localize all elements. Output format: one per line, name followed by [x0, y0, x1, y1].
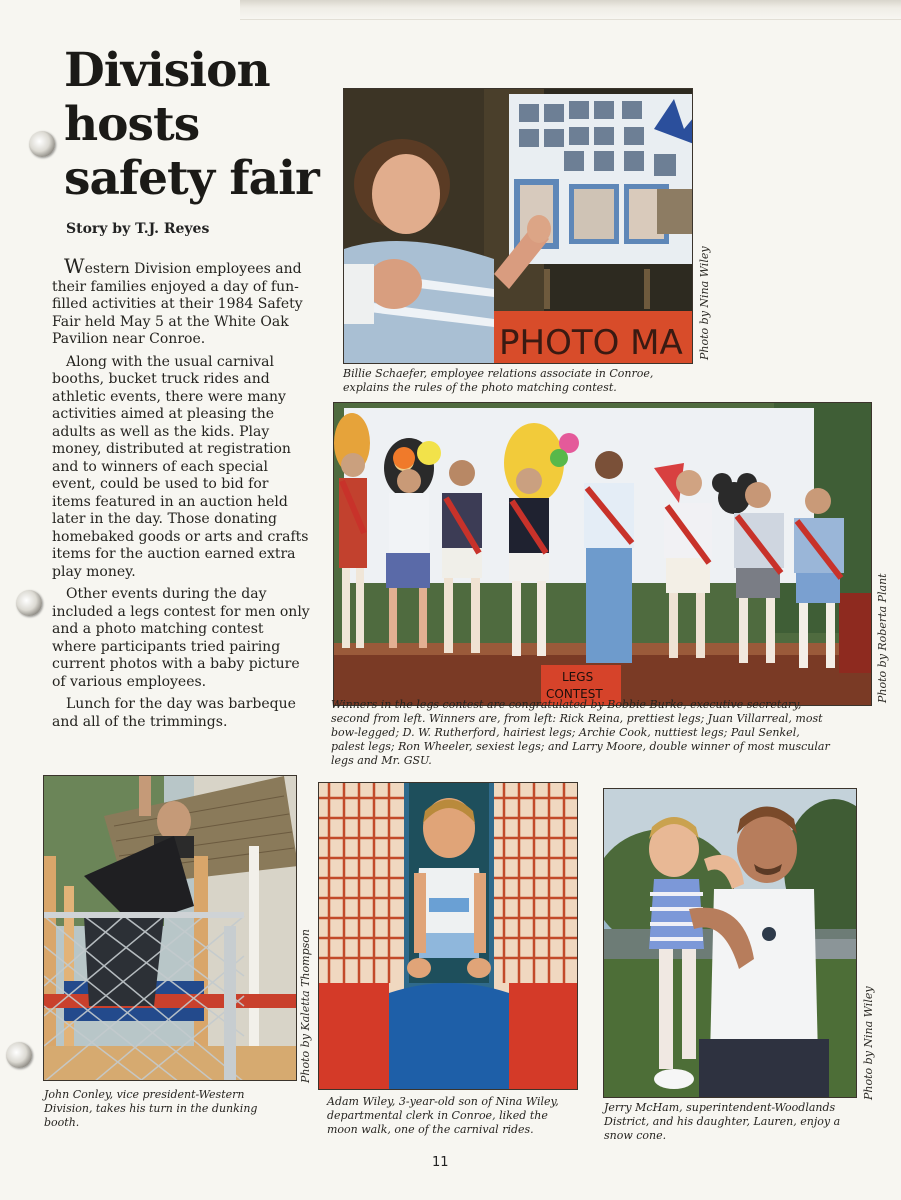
photo-legs-contest: [333, 402, 872, 706]
dunking-booth-caption: John Conley, vice president-Western Division, takes his turn in the dunking booth.: [44, 1088, 258, 1129]
byline: Story by T.J. Reyes: [66, 221, 210, 237]
moon-walk-caption: Adam Wiley, 3-year-old son of Nina Wiley, departmental clerk in Conroe, liked the moon walk, one of the carnival rides.: [327, 1095, 559, 1136]
headline-line-2: hosts: [64, 97, 200, 152]
paragraph-2: Along with the usual carnival booths, bucket truck rides and athletic events, there were many activities aimed at pleasing the adults as well as the kids. Play money, distributed at registration and to winners of each special event, could be used to bid for items featured in an auction held later in the day. Those donating homebaked goods or arts and crafts items for the auction earned extra play money.: [52, 353, 309, 580]
dunking-booth-credit: Photo by Kaletta Thompson: [299, 929, 312, 1083]
snow-cone-credit: Photo by Nina Wiley: [862, 986, 875, 1100]
binder-hole-middle: [16, 590, 42, 616]
drop-cap: W: [64, 254, 85, 278]
paragraph-3: Other events during the day included a legs contest for men only and a photo matching contest where participants tried pairing current photos with a baby picture of various employees.: [52, 586, 310, 690]
photo-dunking-booth: [43, 775, 297, 1081]
page-number: 11: [432, 1155, 449, 1170]
headline-line-1: Division: [64, 43, 270, 98]
legs-contest-credit: Photo by Roberta Plant: [876, 573, 889, 703]
headline-line-3: safety fair: [64, 151, 319, 206]
article-body: [52, 254, 310, 736]
legs-contest-caption: Winners in the legs contest are congratulated by Bobbie Burke, executive secretary, second from left. Winners are, from left: Rick Reina, prettiest legs; Juan Villarreal, most bow-legged; D. W. Rutherford, hairiest legs; Archie Cook, nuttiest legs; Paul Senkel, palest legs; Ron Wheeler, sexiest legs; and Larry Moore, double winner of most muscular legs and Mr. GSU.: [331, 698, 830, 767]
binder-hole-top: [29, 131, 55, 157]
photo-moon-walk: [318, 782, 578, 1090]
article-headline: [64, 44, 324, 206]
legs-sign-line-2: CONTEST: [546, 687, 603, 701]
photo-match-caption: Billie Schaefer, employee relations associate in Conroe, explains the rules of the photo matching contest.: [343, 367, 654, 394]
paragraph-4: Lunch for the day was barbeque and all of the trimmings.: [52, 696, 296, 730]
photo-match-credit: Photo by Nina Wiley: [698, 246, 711, 360]
photo-match-sign-text: PHOTO MA: [499, 323, 683, 363]
paragraph-1: [52, 254, 310, 349]
binder-hole-bottom: [6, 1042, 32, 1068]
paragraph-1-text: estern Division employees and their families enjoyed a day of fun-filled activities at their 1984 Safety Fair held May 5 at the White Oak Pavilion near Conroe.: [52, 261, 303, 347]
photo-matching-contest: [343, 88, 693, 364]
photo-snow-cone: [603, 788, 857, 1098]
snow-cone-caption: Jerry McHam, superintendent-Woodlands District, and his daughter, Lauren, enjoy a snow cone.: [604, 1101, 841, 1142]
page-top-edge: [240, 0, 901, 20]
legs-sign-line-1: LEGS: [562, 670, 594, 684]
